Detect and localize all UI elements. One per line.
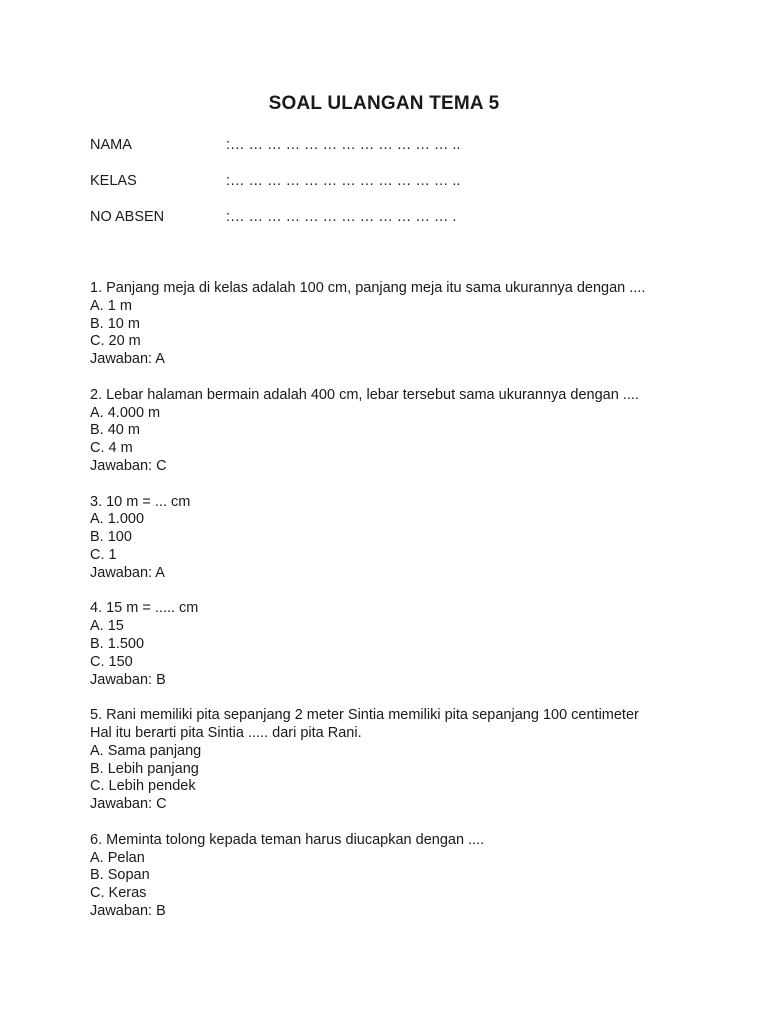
question-text: 2. Lebar halaman bermain adalah 400 cm, lebar tersebut sama ukurannya dengan .... [90,386,639,403]
option-a: A. 4.000 m [90,404,161,421]
question-text: 6. Meminta tolong kepada teman harus diucapkan dengan .... [90,831,485,848]
option-a: A. 1.000 [90,511,145,528]
question-text: 4. 15 m = ..... cm [90,600,199,617]
option-c: C. Keras [90,885,147,902]
identity-field-nama: :… … … … … … … … … … … … .. [226,137,461,153]
identity-label-nama: NAMA [90,137,132,153]
answer-key: Jawaban: C [90,796,167,813]
identity-field-absen: :… … … … … … … … … … … … . [226,209,457,225]
question-5 [90,707,730,814]
option-b: B. Lebih panjang [90,760,199,777]
question-list [90,280,730,938]
option-c: C. 150 [90,653,133,670]
identity-label-absen: NO ABSEN [90,209,165,225]
question-3 [90,494,730,583]
option-a: A. Sama panjang [90,742,202,759]
identity-row-absen [90,208,456,226]
question-text: 1. Panjang meja di kelas adalah 100 cm, panjang meja itu sama ukurannya dengan .... [90,280,646,296]
answer-key: Jawaban: A [90,564,165,581]
question-2 [90,387,730,476]
identity-row-nama [90,136,460,154]
option-b: B. 10 m [90,315,140,332]
question-text: 5. Rani memiliki pita sepanjang 2 meter Sintia memiliki pita sepanjang 100 centimeter [90,707,639,724]
answer-key: Jawaban: A [90,351,165,368]
option-c: C. Lebih pendek [90,778,196,795]
answer-key: Jawaban: B [90,902,166,919]
identity-row-kelas [90,172,460,190]
option-c: C. 1 [90,546,117,563]
option-b: B. 100 [90,529,132,546]
identity-field-kelas: :… … … … … … … … … … … … .. [226,173,461,189]
answer-key: Jawaban: B [90,671,166,688]
option-b: B. Sopan [90,867,150,884]
document-title: SOAL ULANGAN TEMA 5 [268,93,500,114]
option-c: C. 4 m [90,440,133,457]
question-4 [90,600,730,689]
option-a: A. 1 m [90,297,132,314]
question-text-continued: Hal itu berarti pita Sintia ..... dari pita Rani. [90,724,362,741]
option-a: A. 15 [90,618,124,635]
identity-label-kelas: KELAS [90,173,137,189]
question-1 [90,280,730,369]
option-a: A. Pelan [90,849,145,866]
answer-key: Jawaban: C [90,457,167,474]
option-b: B. 40 m [90,422,140,439]
question-6 [90,832,730,921]
option-b: B. 1.500 [90,635,145,652]
question-text: 3. 10 m = ... cm [90,493,191,510]
option-c: C. 20 m [90,333,141,350]
